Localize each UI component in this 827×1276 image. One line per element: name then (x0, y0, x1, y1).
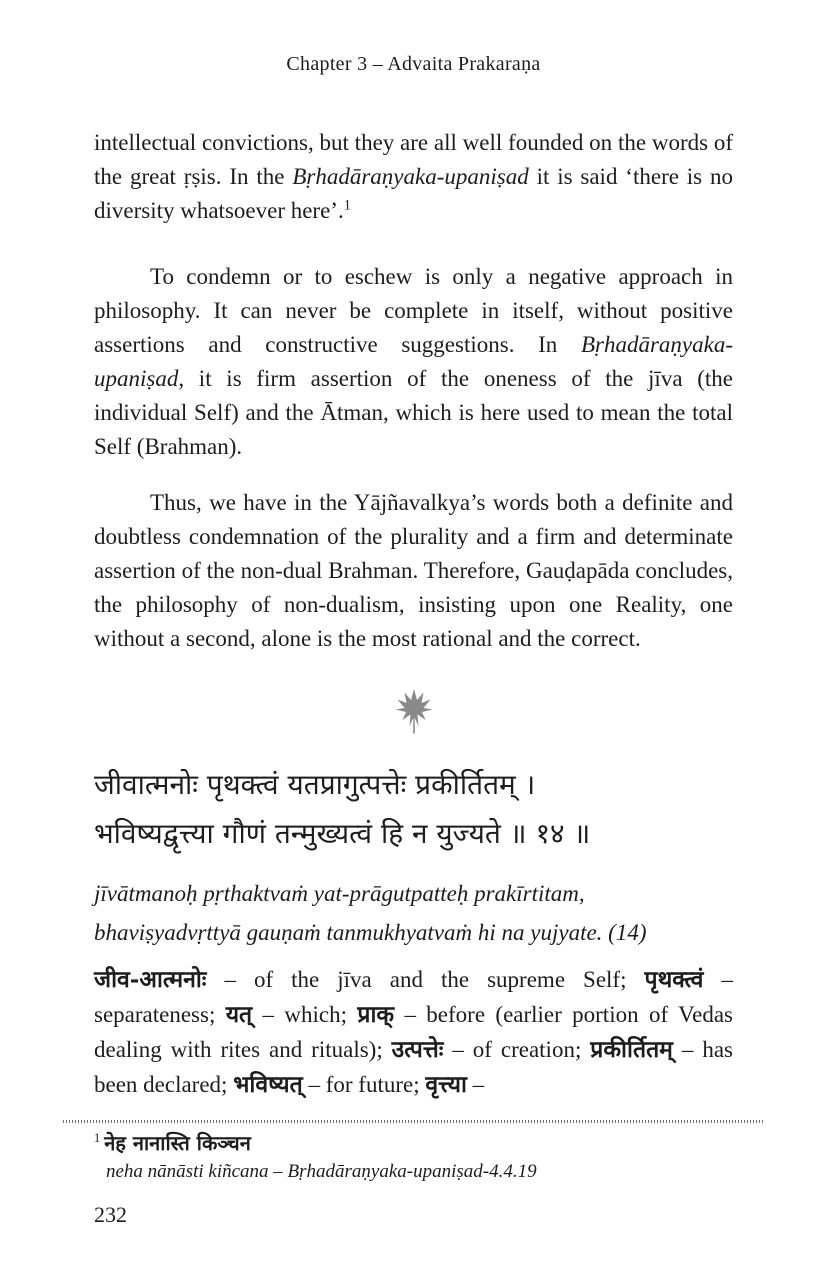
footnote-sanskrit (94, 1128, 733, 1159)
sanskrit-verse-line-1: जीवात्मनोः पृथक्त्वं यतप्रागुत्पत्तेः प्रकीर्तितम् । (94, 768, 536, 801)
footnote-separator (63, 1120, 765, 1123)
paragraph-3: Thus, we have in the Yājñavalkya’s words both a definite and doubtless condemnation of the plurality and a firm and determinate assertion of the non-dual Brahman. Therefore, Gauḍapāda concludes, the philosophy of non-dualism, insisting upon one Reality, one without a second, alone is the most rational and the correct. (94, 490, 733, 651)
chapter-header: Chapter 3 – Advaita Prakaraṇa (286, 53, 541, 75)
verse-transliteration-line-2: bhaviṣyadvṛttyā gauṇaṁ tanmukhyatvaṁ hi na yujyate. (14) (94, 920, 647, 945)
footnote-reference: neha nānāsti kiñcana – Bṛhadāraṇyaka-upaniṣad-4.4.19 (106, 1161, 537, 1182)
sanskrit-verse (94, 760, 733, 858)
word-by-word-meanings: जीव-आत्मनोः – of the jīva and the supreme Self; पृथक्त्वं – separateness; यत् – which; प्राक् – before (earlier portion of Vedas dealing with rites and rituals); उत्पत्तेः – of creation; प्रकीर्तितम् – has been declared; भविष्यत् – for future; वृत्त्या – (94, 966, 733, 1098)
footnote-sanskrit-text: नेह नानास्ति किञ्चन (104, 1131, 251, 1155)
section-divider (94, 688, 733, 739)
leaf-ornament-icon (394, 721, 434, 738)
sanskrit-verse-line-2: भविष्यद्वृत्त्या गौणं तन्मुख्यत्वं हि न युज्यते ॥ १४ ॥ (94, 817, 591, 850)
verse-transliteration (94, 874, 733, 952)
page-number: 232 (94, 1202, 127, 1227)
paragraph-1: intellectual convictions, but they are all well founded on the words of the great ṛṣis. In the Bṛhadāraṇyaka-upaniṣad it is said ‘there is no diversity whatsoever here’.$^1$ (94, 130, 733, 223)
paragraph-2: To condemn or to eschew is only a negative approach in philosophy. It can never be complete in itself, without positive assertions and constructive suggestions. In Bṛhadāraṇyaka-upaniṣad, it is firm assertion of the oneness of the jīva (the individual Self) and the Ātman, which is here used to mean the total Self (Brahman). (94, 264, 733, 459)
footnote-marker: 1 (94, 1131, 101, 1146)
verse-transliteration-line-1: jīvātmanoḥ pṛthaktvaṁ yat-prāgutpatteḥ prakīrtitam, (94, 881, 585, 906)
